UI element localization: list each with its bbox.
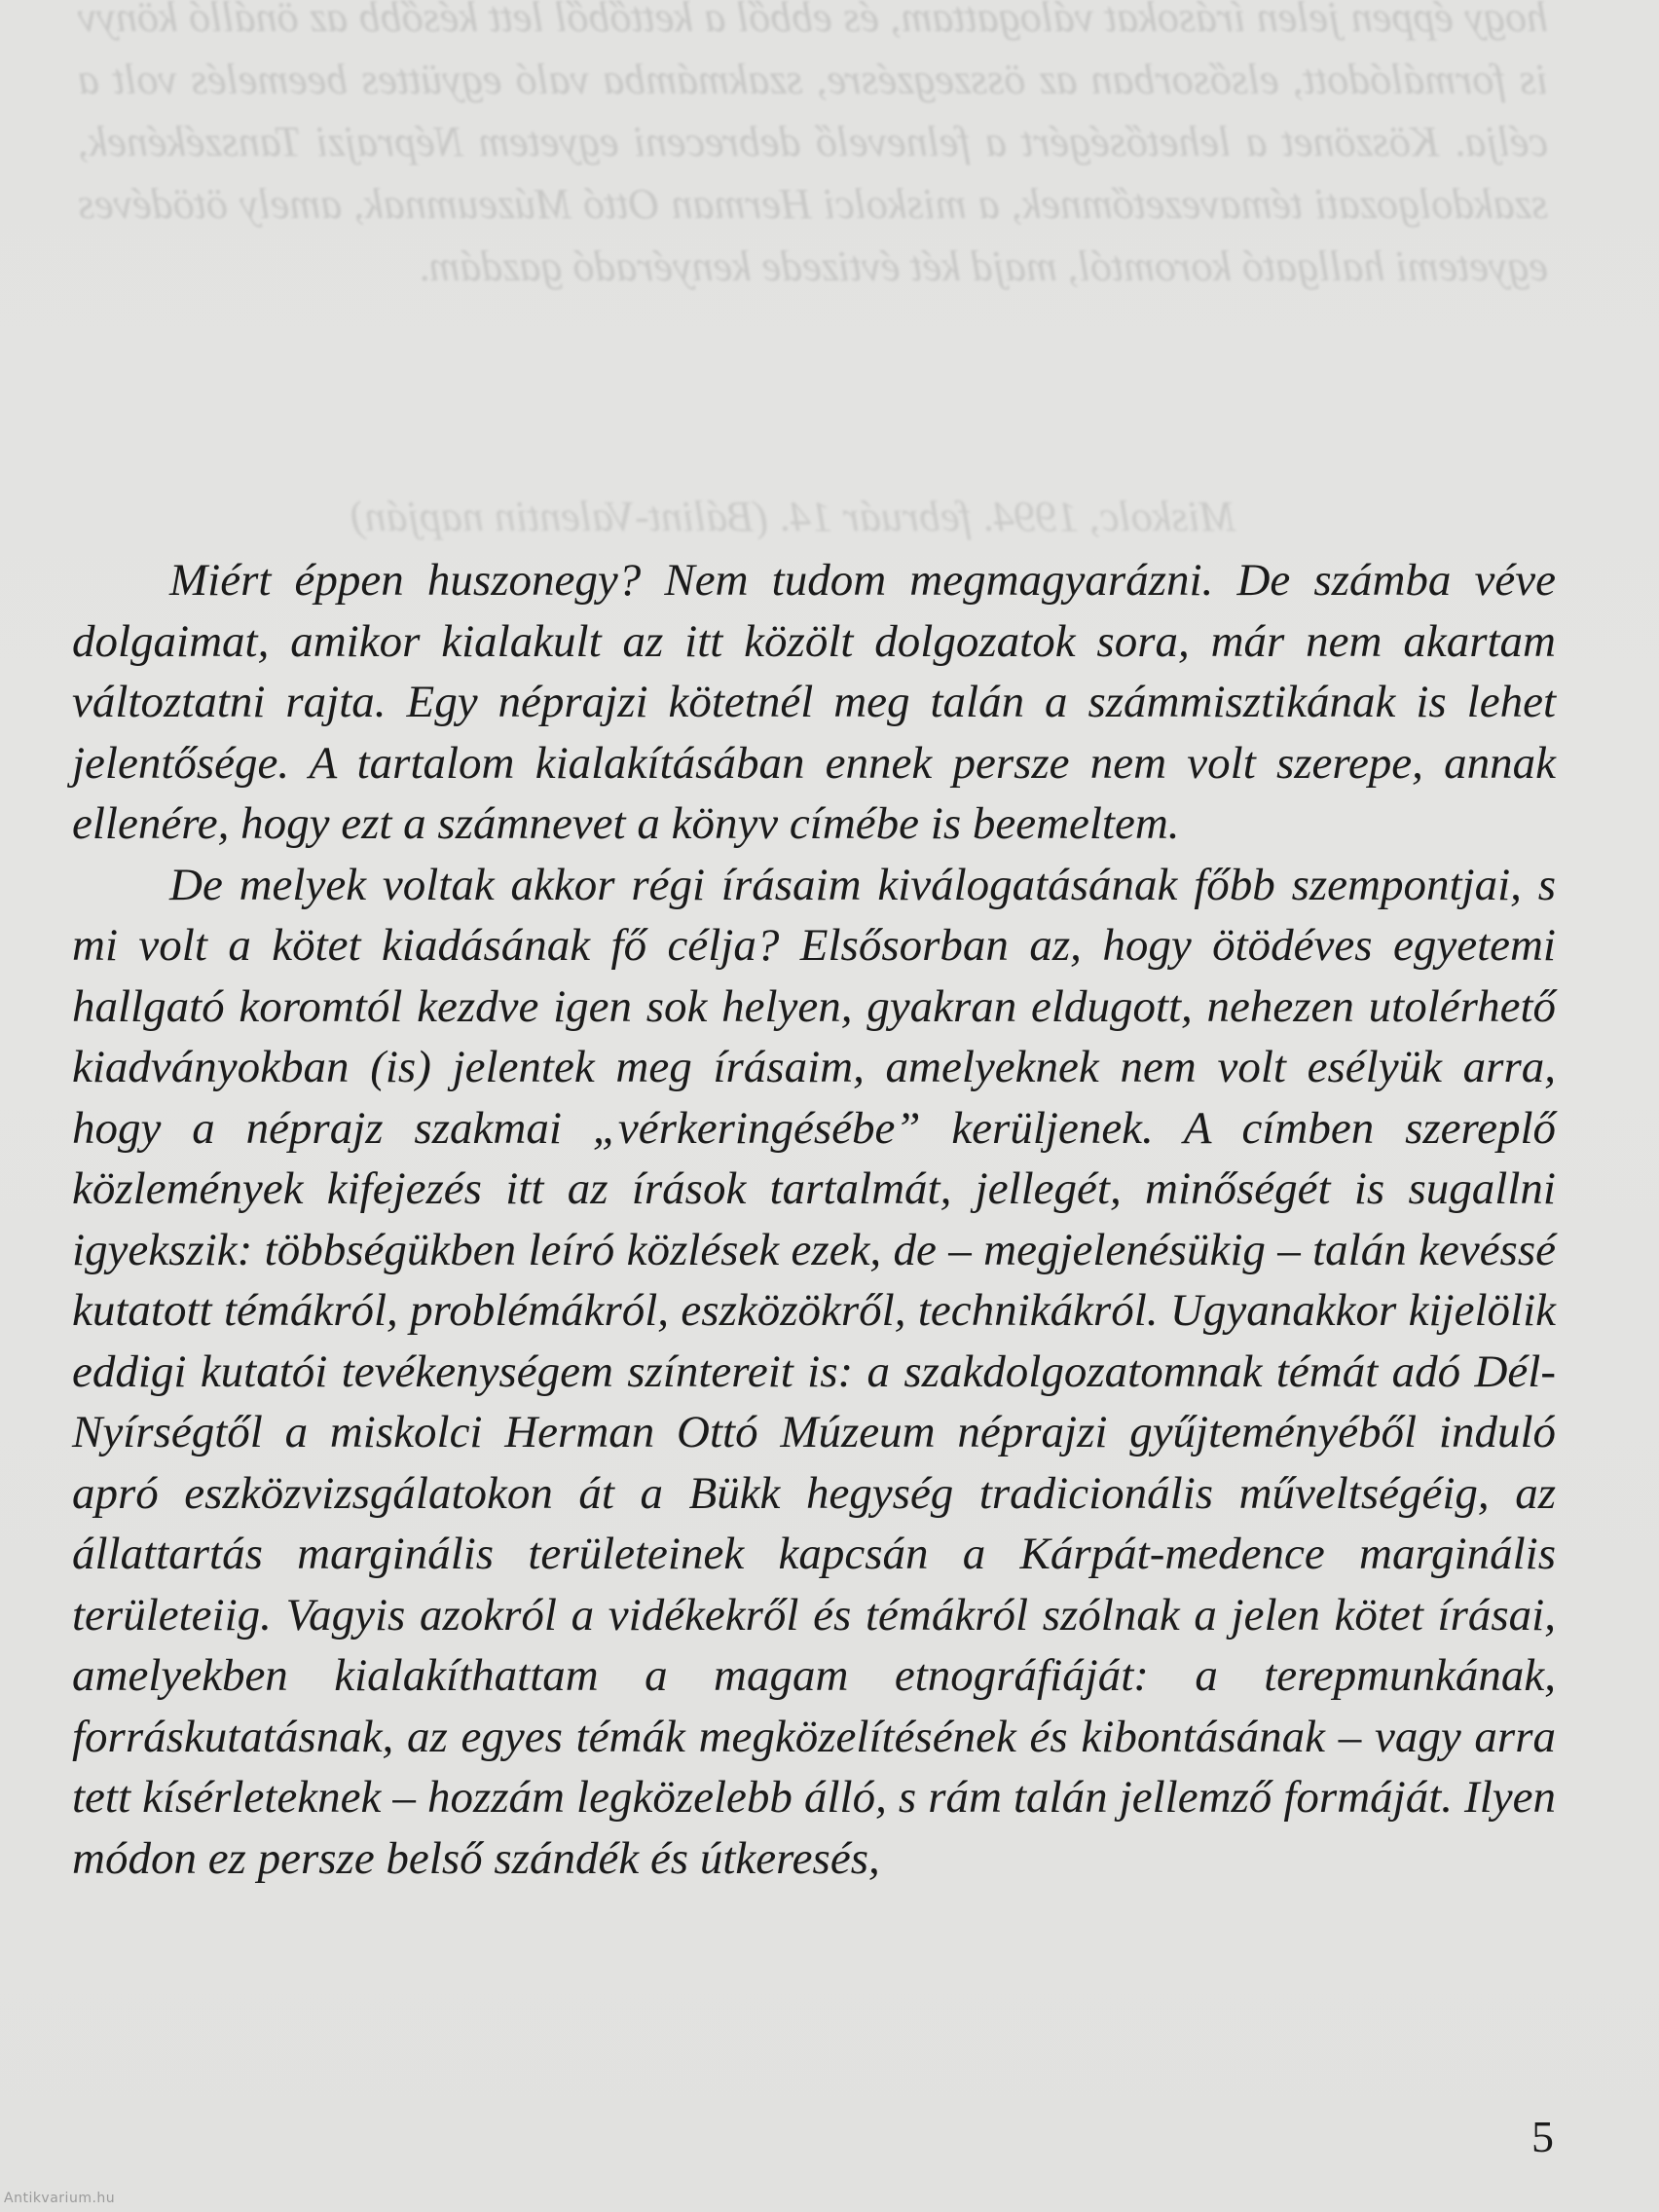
watermark: Antikvarium.hu <box>4 2191 116 2206</box>
bleed-through-text <box>78 0 1548 298</box>
bleed-through-date-line: Miskolc, 1994. február 14. (Bálint-Valentin napján) <box>350 493 1236 540</box>
paragraph-1: Miért éppen huszonegy? Nem tudom megmagyarázni. De számba véve dolgaimat, amikor kialakult az itt közölt dolgozatok sora, már nem akartam változtatni rajta. Egy néprajzi kötetnél meg talán a számmisztikának is lehet jelentősége. A tartalom kialakításában ennek persze nem volt szerepe, annak ellenére, hogy ezt a számnevet a könyv címébe is beemeltem. <box>72 555 1556 849</box>
page-number: 5 <box>1531 2112 1554 2161</box>
bleed-through-paragraph: hogy éppen jelen írásokat válogattam, és ebből a kettőből lett később az önálló könyv is formálódott, elsősorban az összegzésre, szakmámba való együttes beemelés volt a célja. Köszönet a lehetőségért a felnevelő debreceni egyetem Néprajzi Tanszékének, szakdolgozati témavezetőmnek, a miskolci Herman Ottó Múzeumnak, amely ötödéves egyetemi hallgató koromtól, majd két évtizede kenyéradó gazdám. <box>78 0 1548 290</box>
paragraph-2: De melyek voltak akkor régi írásaim kiválogatásának főbb szempontjai, s mi volt a kötet kiadásának fő célja? Elsősorban az, hogy ötödéves egyetemi hallgató koromtól kezdve igen sok helyen, gyakran eldugott, nehezen utolérhető kiadványokban (is) jelentek meg írásaim, amelyeknek nem volt esélyük arra, hogy a néprajz szakmai „vérkeringésébe” kerüljenek. A címben szereplő közlemények kifejezés itt az írások tartalmát, jellegét, minőségét is sugallni igyekszik: többségükben leíró közlések ezek, de – megjelenésükig – talán kevéssé kutatott témákról, problémákról, eszközökről, technikákról. Ugyanakkor kijelölik eddigi kutatói tevékenységem színtereit is: a szakdolgozatomnak témát adó Dél-Nyírségtől a miskolci Herman Ottó Múzeum néprajzi gyűjteményéből induló apró eszközvizsgálatokon át a Bükk hegység tradicionális műveltségéig, az állattartás marginális területeinek kapcsán a Kárpát-medence marginális területeiig. Vagyis azokról a vidékekről és témákról szólnak a jelen kötet írásai, amelyekben kialakíthattam a magam etnográfiáját: a terepmunkának, forráskutatásnak, az egyes témák megközelítésének és kibontásának – vagy arra tett kísérleteknek – hozzám legközelebb álló, s rám talán jellemző formáját. Ilyen módon ez persze belső szándék és útkeresés, <box>72 859 1556 1884</box>
main-text <box>72 550 1556 1889</box>
